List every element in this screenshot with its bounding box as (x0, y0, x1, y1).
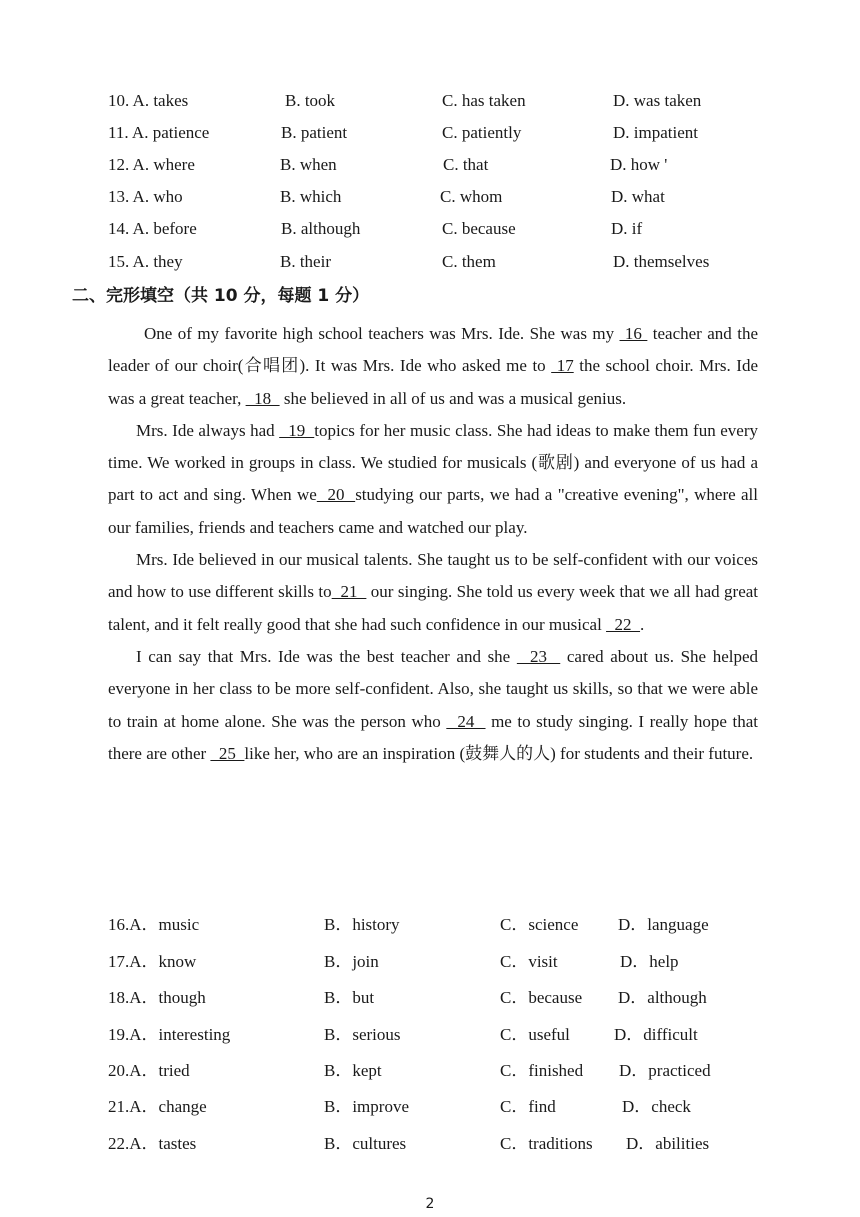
option-a: 10. A. takes (108, 91, 189, 110)
blank-22: 22 (606, 614, 641, 634)
passage-text: me to study singing. I really hope that there are other (108, 711, 758, 763)
blank-25: 25 (210, 743, 245, 763)
blank-23: 23 (516, 646, 561, 666)
option-d: D．check (622, 1097, 691, 1116)
option-a: 13. A. who (108, 187, 183, 206)
option-a: 12. A. where (108, 155, 195, 174)
blank-24: 24 (446, 711, 486, 731)
option-c: C. that (443, 155, 489, 174)
option-a: 21.A．change (108, 1097, 207, 1116)
passage-paragraph (108, 318, 758, 415)
passage-text: studying our parts, we had a "creative evening", where all our families, friends and teachers came and watched our play. (108, 485, 758, 537)
option-b: B．improve (324, 1097, 409, 1116)
blank-16: 16 (619, 324, 648, 343)
option-b: B. their (280, 252, 331, 271)
option-d: D．help (620, 952, 679, 971)
option-d: D. impatient (613, 123, 698, 142)
passage-text: she believed in all of us and was a musical genius. (279, 388, 627, 408)
option-d: D．language (618, 915, 709, 934)
option-c: C．finished (500, 1061, 584, 1080)
option-d: D. what (611, 187, 665, 206)
option-d: D. themselves (613, 252, 710, 271)
option-b: B．serious (324, 1025, 401, 1044)
blank-17: 17 (551, 356, 574, 376)
passage-text: One of my favorite high school teachers was Mrs. Ide. She was my (144, 324, 620, 343)
blank-20: 20 (316, 485, 356, 505)
option-a: 19.A．interesting (108, 1025, 231, 1044)
option-b: B．join (324, 952, 379, 971)
blank-19: 19 (279, 420, 315, 440)
option-d: D．difficult (614, 1025, 698, 1044)
passage-text: our singing. She told us every week that we all had great talent, and it felt really good that she had such confidence in our musical (108, 582, 759, 634)
option-d: D．although (618, 988, 707, 1007)
option-c: C．because (500, 988, 583, 1007)
option-b: B．kept (324, 1061, 382, 1080)
option-b: B. patient (281, 123, 348, 142)
option-a: 14. A. before (108, 219, 197, 238)
option-d: D. if (611, 219, 643, 238)
option-c: C．science (500, 915, 579, 934)
passage-text: . (640, 614, 645, 634)
option-d: D．practiced (619, 1061, 711, 1080)
blank-18: 18 (245, 388, 280, 408)
option-a: 22.A．tastes (108, 1134, 197, 1153)
option-a: 17.A．know (108, 952, 197, 971)
option-a: 18.A．though (108, 988, 206, 1007)
option-c: C. whom (440, 187, 503, 206)
option-c: C. patiently (442, 123, 522, 142)
option-d: D. was taken (613, 91, 702, 110)
page-number: 2 (425, 1196, 435, 1212)
option-a: 16.A．music (108, 915, 200, 934)
option-b: B. took (285, 91, 336, 110)
option-c: C．visit (500, 952, 558, 971)
passage-text: I can say that Mrs. Ide was the best teacher and she (136, 646, 517, 666)
option-b: B. which (280, 187, 342, 206)
passage-text: teacher and the leader of our choir(合唱团). It was Mrs. Ide who asked me to (108, 324, 758, 376)
passage-paragraph (108, 544, 758, 641)
option-b: B. although (281, 219, 361, 238)
passage-paragraph (108, 415, 758, 544)
cloze-passage (108, 318, 758, 770)
option-c: C. them (442, 252, 496, 271)
option-a: 20.A．tried (108, 1061, 190, 1080)
passage-text: the school choir. Mrs. Ide was a great teacher, (108, 356, 759, 408)
passage-text: like her, who are an inspiration (鼓舞人的人) for students and their future. (244, 743, 754, 763)
option-a: 15. A. they (108, 252, 183, 271)
option-b: B．but (324, 988, 375, 1007)
option-c: C．traditions (500, 1134, 593, 1153)
option-b: B．cultures (324, 1134, 407, 1153)
option-c: C．find (500, 1097, 556, 1116)
option-b: B. when (280, 155, 337, 174)
passage-text: Mrs. Ide always had (136, 420, 280, 440)
passage-text: cared about us. She helped everyone in her class to be more self-confident. Also, she taught us skills, so that we were able to train at home alone. She was the person who (108, 646, 759, 731)
option-c: C．useful (500, 1025, 570, 1044)
option-c: C. has taken (442, 91, 526, 110)
section-heading: 二、完形填空（共 10 分，每题 1 分） (72, 286, 370, 306)
option-d: D. how ' (610, 155, 668, 174)
passage-paragraph (108, 641, 758, 770)
option-c: C. because (442, 219, 516, 238)
passage-text: Mrs. Ide believed in our musical talents. She taught us to be self-confident with our voices and how to use different skills to (108, 550, 758, 602)
option-d: D．abilities (626, 1134, 710, 1153)
passage-text: topics for her music class. She had ideas to make them fun every time. We worked in groups in class. We studied for musicals (歌剧) and everyone of us had a part to act and sing. When we (108, 420, 758, 505)
option-b: B．history (324, 915, 400, 934)
option-a: 11. A. patience (108, 123, 210, 142)
blank-21: 21 (331, 582, 367, 602)
